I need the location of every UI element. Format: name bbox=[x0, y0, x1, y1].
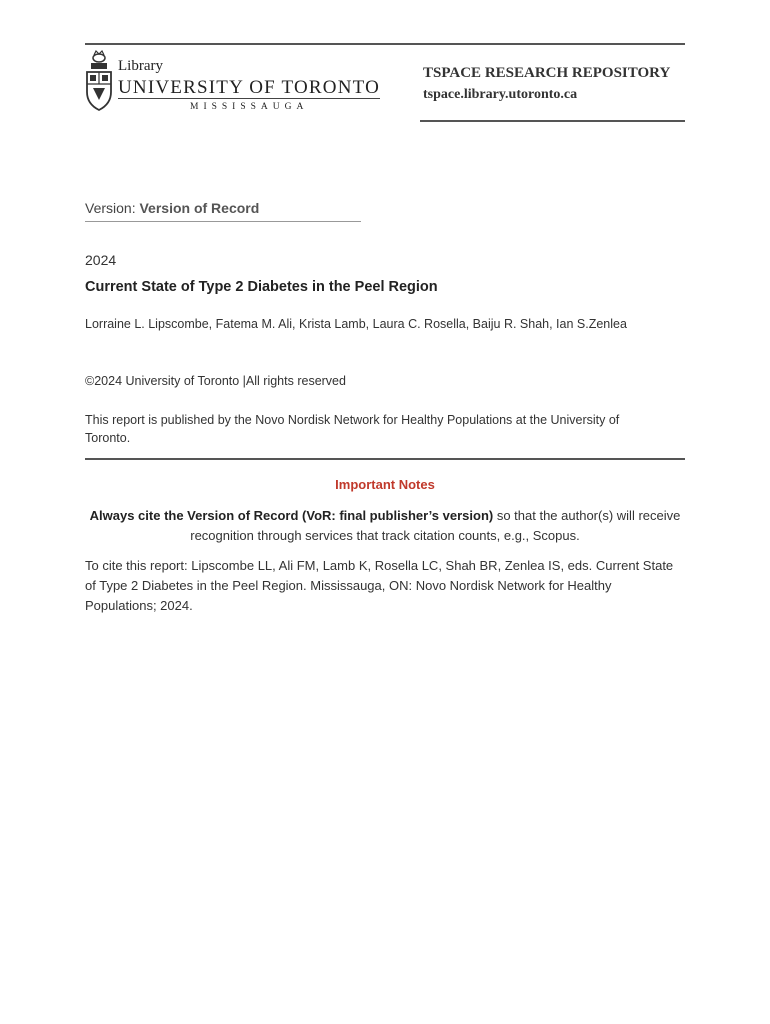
repository-url[interactable]: tspace.library.utoronto.ca bbox=[423, 87, 578, 102]
version-label: Version: bbox=[85, 200, 136, 216]
uoft-crest-icon bbox=[85, 50, 113, 112]
author-list: Lorraine L. Lipscombe, Fatema M. Ali, Krista Lamb, Laura C. Rosella, Baiju R. Shah, Ian S.Zenlea bbox=[85, 317, 627, 331]
header-top-rule bbox=[85, 43, 685, 45]
notes-top-rule bbox=[85, 458, 685, 460]
cite-vor-note bbox=[85, 506, 685, 546]
library-label: Library bbox=[118, 58, 163, 74]
cite-vor-emphasis: Always cite the Version of Record (VoR: final publisher’s version) bbox=[89, 508, 494, 523]
university-name: UNIVERSITY OF TORONTO bbox=[118, 77, 381, 98]
version-line bbox=[85, 200, 259, 216]
campus-name: MISSISSAUGA bbox=[190, 102, 309, 112]
cite-vor-rest: so that the author(s) will receive recognition through services that track citation counts, e.g., Scopus. bbox=[190, 508, 681, 543]
copyright-notice: ©2024 University of Toronto |All rights reserved bbox=[85, 374, 346, 388]
publisher-statement: This report is published by the Novo Nordisk Network for Healthy Populations at the University of Toronto. bbox=[85, 413, 620, 445]
version-underline bbox=[85, 221, 361, 222]
important-notes-heading: Important Notes bbox=[335, 477, 435, 492]
publication-year: 2024 bbox=[85, 252, 117, 268]
header-bottom-rule bbox=[420, 120, 685, 122]
version-value: Version of Record bbox=[139, 200, 260, 216]
document-title: Current State of Type 2 Diabetes in the Peel Region bbox=[85, 279, 438, 295]
repository-title: TSPACE RESEARCH REPOSITORY bbox=[423, 65, 671, 81]
repository-block bbox=[423, 64, 670, 104]
logo-divider bbox=[118, 98, 380, 99]
citation-text: To cite this report: Lipscombe LL, Ali FM, Lamb K, Rosella LC, Shah BR, Zenlea IS, eds. Current State of Type 2 Diabetes in the Peel Region. Mississauga, ON: Novo Nordisk Network for Healthy Populations; 2024. bbox=[85, 558, 674, 613]
uoft-library-logo bbox=[85, 50, 385, 120]
